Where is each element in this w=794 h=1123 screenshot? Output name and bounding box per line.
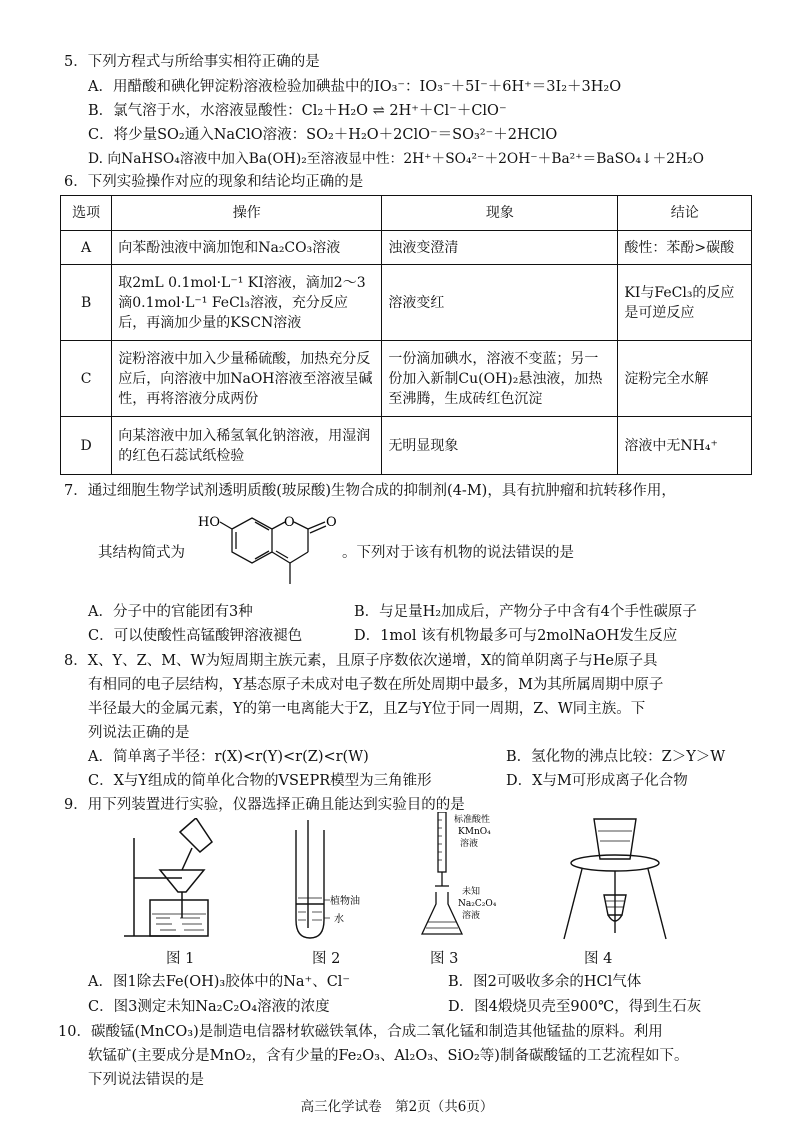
q8-line-3: 半径最大的金属元素，Y的第一电离能大于Z，且Z与Y位于同一周期，Z、W同主族。下 — [88, 701, 646, 717]
q6-stem: 6．下列实验操作对应的现象和结论均正确的是 — [64, 174, 364, 190]
table-row — [61, 265, 752, 341]
na2c2o4-label-2: Na₂C₂O₄ — [458, 899, 497, 909]
q9-stem: 9．用下列装置进行实验，仪器选择正确且能达到实验目的的是 — [64, 797, 465, 813]
row-c-conclusion: 淀粉完全水解 — [618, 341, 752, 417]
page-footer: 高三化学试卷 第2页（共6页） — [300, 1099, 494, 1115]
q7-stem: 7．通过细胞生物学试剂透明质酸(玻尿酸)生物合成的抑制剂(4-M)，具有抗肿瘤和抗转移作用， — [64, 483, 676, 499]
q10-line-1: 10．碳酸锰(MnCO₃)是制造电信器材软磁铁氧体，合成二氧化锰和制造其他锰盐的原料。利用 — [58, 1024, 663, 1040]
figure-4-caption: 图 4 — [584, 951, 613, 967]
q8-option-c: C．X与Y组成的简单化合物的VSEPR模型为三角锥形 — [88, 773, 432, 789]
row-b-operation: 取2mL 0.1mol·L⁻¹ KI溶液，滴加2～3滴0.1mol·L⁻¹ FeCl₃溶液，充分反应后，再滴加少量的KSCN溶液 — [112, 265, 382, 341]
q7-option-d: D．1mol 该有机物最多可与2molNaOH发生反应 — [354, 628, 678, 644]
row-c-operation: 淀粉溶液中加入少量稀硫酸，加热充分反应后，向溶液中加NaOH溶液至溶液呈碱性，再将溶液分成两份 — [112, 341, 382, 417]
q9-option-b: B．图2可吸收多余的HCl气体 — [448, 974, 642, 990]
q8-line-4: 列说法正确的是 — [88, 725, 190, 741]
q10-line-2: 软锰矿(主要成分是MnO₂，含有少量的Fe₂O₃、Al₂O₃、SiO₂等)制备碳酸锰的工艺流程如下。 — [88, 1048, 689, 1064]
row-b-phenomenon: 溶液变红 — [382, 265, 618, 341]
row-d-operation: 向某溶液中加入稀氢氧化钠溶液，用湿润的红色石蕊试纸检验 — [112, 417, 382, 475]
row-b-label: B — [61, 265, 112, 341]
figure-2-gas-absorption — [286, 820, 366, 942]
row-a-phenomenon: 浊液变澄清 — [382, 231, 618, 265]
q8-line-1: 8．X、Y、Z、M、W为短周期主族元素，且原子序数依次递增，X的简单阴离子与He原子具 — [64, 653, 658, 669]
table-row — [61, 231, 752, 265]
q5-option-a: A．用醋酸和碘化钾淀粉溶液检验加碘盐中的IO₃⁻：IO₃⁻＋5I⁻＋6H⁺＝3I₂＋3H₂O — [88, 79, 622, 95]
header-phenomenon: 现象 — [382, 196, 618, 231]
table-header-row — [61, 196, 752, 231]
q5-option-d: D. 向NaHSO₄溶液中加入Ba(OH)₂至溶液显中性：2H⁺＋SO₄²⁻＋2OH⁻＋Ba²⁺＝BaSO₄↓＋2H₂O — [88, 151, 704, 167]
q5-option-c: C．将少量SO₂通入NaClO溶液：SO₂＋H₂O＋2ClO⁻＝SO₃²⁻＋2HClO — [88, 127, 558, 143]
q8-line-2: 有相同的电子层结构，Y基态原子未成对电子数在所处周期中最多，M为其所属周期中原子 — [88, 677, 664, 693]
figure-1-caption: 图 1 — [166, 951, 195, 967]
figure-2-caption: 图 2 — [312, 951, 341, 967]
row-d-phenomenon: 无明显现象 — [382, 417, 618, 475]
row-d-label: D — [61, 417, 112, 475]
table-row — [61, 417, 752, 475]
q8-option-a: A．简单离子半径：r(X)<r(Y)<r(Z)<r(W) — [88, 749, 369, 765]
table-row — [61, 341, 752, 417]
na2c2o4-label-3: 溶液 — [462, 911, 481, 921]
figure-3-caption: 图 3 — [430, 951, 459, 967]
q8-option-b: B．氢化物的沸点比较：Z＞Y＞W — [506, 749, 726, 765]
coumarin-structure — [192, 506, 340, 590]
structure-carbonyl-o: O — [326, 515, 337, 530]
water-label: 水 — [334, 914, 344, 925]
q7-structure-post: 。下列对于该有机物的说法错误的是 — [342, 545, 574, 561]
q10-line-3: 下列说法错误的是 — [88, 1072, 204, 1088]
kmno4-label-1: 标准酸性 — [454, 815, 491, 825]
q9-option-d: D．图4煅烧贝壳至900℃，得到生石灰 — [448, 999, 702, 1015]
row-b-conclusion: KI与FeCl₃的反应是可逆反应 — [618, 265, 752, 341]
kmno4-label-3: 溶液 — [460, 839, 479, 849]
q5-stem: 5．下列方程式与所给事实相符正确的是 — [64, 54, 320, 70]
q8-option-d: D．X与M可形成离子化合物 — [506, 773, 688, 789]
q7-option-a: A．分子中的官能团有3种 — [88, 604, 253, 620]
q7-option-b: B．与足量H₂加成后，产物分子中含有4个手性碳原子 — [354, 604, 697, 620]
q7-option-c: C．可以使酸性高锰酸钾溶液褪色 — [88, 628, 303, 644]
q9-option-a: A．图1除去Fe(OH)₃胶体中的Na⁺、Cl⁻ — [88, 974, 351, 990]
structure-ho: HO — [198, 515, 220, 530]
row-a-label: A — [61, 231, 112, 265]
structure-ring-o: O — [284, 515, 295, 530]
row-a-operation: 向苯酚浊液中滴加饱和Na₂CO₃溶液 — [112, 231, 382, 265]
figure-3-titration — [418, 812, 518, 942]
row-a-conclusion: 酸性：苯酚>碳酸 — [618, 231, 752, 265]
header-option: 选项 — [61, 196, 112, 231]
q9-option-c: C．图3测定未知Na₂C₂O₄溶液的浓度 — [88, 999, 330, 1015]
figure-4-crucible-heating — [560, 815, 670, 943]
q7-structure-pre: 其结构简式为 — [98, 545, 185, 561]
row-c-phenomenon: 一份滴加碘水，溶液不变蓝；另一份加入新制Cu(OH)₂悬浊液，加热至沸腾，生成砖红色沉淀 — [382, 341, 618, 417]
header-operation: 操作 — [112, 196, 382, 231]
q6-table — [60, 195, 752, 475]
kmno4-label-2: KMnO₄ — [458, 827, 491, 837]
figure-1-filtration — [120, 818, 240, 943]
header-conclusion: 结论 — [618, 196, 752, 231]
row-d-conclusion: 溶液中无NH₄⁺ — [618, 417, 752, 475]
na2c2o4-label-1: 未知 — [462, 887, 481, 897]
row-c-label: C — [61, 341, 112, 417]
q5-option-b: B．氯气溶于水，水溶液显酸性：Cl₂＋H₂O ⇌ 2H⁺＋Cl⁻＋ClO⁻ — [88, 103, 507, 119]
oil-label: 植物油 — [330, 896, 360, 907]
